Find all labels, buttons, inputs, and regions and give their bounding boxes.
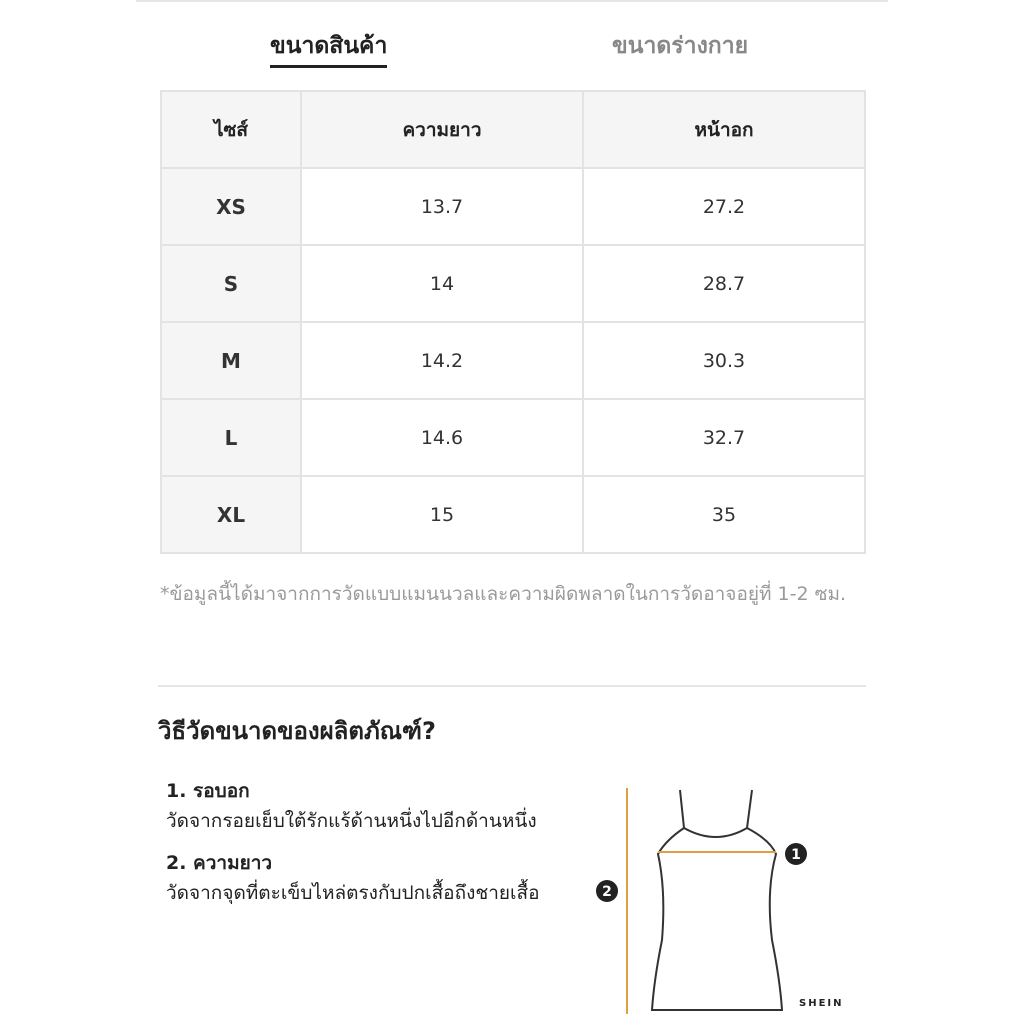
size-cell: XL (161, 476, 301, 553)
header-bust: หน้าอก (583, 91, 865, 168)
brand-logo: SHEIN (799, 998, 844, 1009)
section-divider (158, 685, 866, 687)
measurement-note: *ข้อมูลนี้ได้มาจากการวัดแบบแมนนวลและความผิดพลาดในการวัดอาจอยู่ที่ 1-2 ซม. (160, 583, 847, 605)
length-cell: 14 (301, 245, 583, 322)
step-length-heading: 2. ความยาว (166, 852, 273, 874)
size-cell: M (161, 322, 301, 399)
header-length: ความยาว (301, 91, 583, 168)
how-to-measure-title: วิธีวัดขนาดของผลิตภัณฑ์? (158, 717, 436, 745)
active-tab-underline (270, 65, 387, 68)
length-cell: 13.7 (301, 168, 583, 245)
length-cell: 14.2 (301, 322, 583, 399)
right-strap (747, 790, 752, 828)
measure-steps (166, 776, 566, 920)
marker-1-label: 1 (791, 847, 801, 863)
size-cell: XS (161, 168, 301, 245)
tab-product-size[interactable] (270, 28, 387, 64)
tab-body-size[interactable] (612, 28, 748, 64)
table-header-row (161, 91, 865, 168)
length-cell: 15 (301, 476, 583, 553)
bust-cell: 27.2 (583, 168, 865, 245)
bust-cell: 30.3 (583, 322, 865, 399)
header-size: ไซส์ (161, 91, 301, 168)
bust-cell: 28.7 (583, 245, 865, 322)
bust-cell: 32.7 (583, 399, 865, 476)
step-bust-heading: 1. รอบอก (166, 780, 250, 802)
camisole-illustration (580, 770, 860, 1024)
size-table (160, 90, 866, 554)
garment-outline (652, 828, 782, 1010)
camisole-diagram (580, 770, 860, 1024)
table-row (161, 476, 865, 553)
size-cell: S (161, 245, 301, 322)
table-row (161, 322, 865, 399)
tab-body-size-label: ขนาดร่างกาย (612, 33, 749, 59)
table-row (161, 168, 865, 245)
size-tabs (0, 28, 1024, 72)
step-length-body: วัดจากจุดที่ตะเข็บไหล่ตรงกับปกเสื้อถึงชายเสื้อ (166, 882, 540, 904)
size-cell: L (161, 399, 301, 476)
top-divider (136, 0, 888, 2)
left-strap (680, 790, 684, 828)
bust-cell: 35 (583, 476, 865, 553)
table-row (161, 399, 865, 476)
tab-product-size-label: ขนาดสินค้า (270, 33, 388, 59)
step-bust-body: วัดจากรอยเย็บใต้รักแร้ด้านหนึ่งไปอีกด้านหนึ่ง (166, 810, 537, 832)
table-row (161, 245, 865, 322)
marker-2-label: 2 (602, 884, 612, 900)
length-cell: 14.6 (301, 399, 583, 476)
